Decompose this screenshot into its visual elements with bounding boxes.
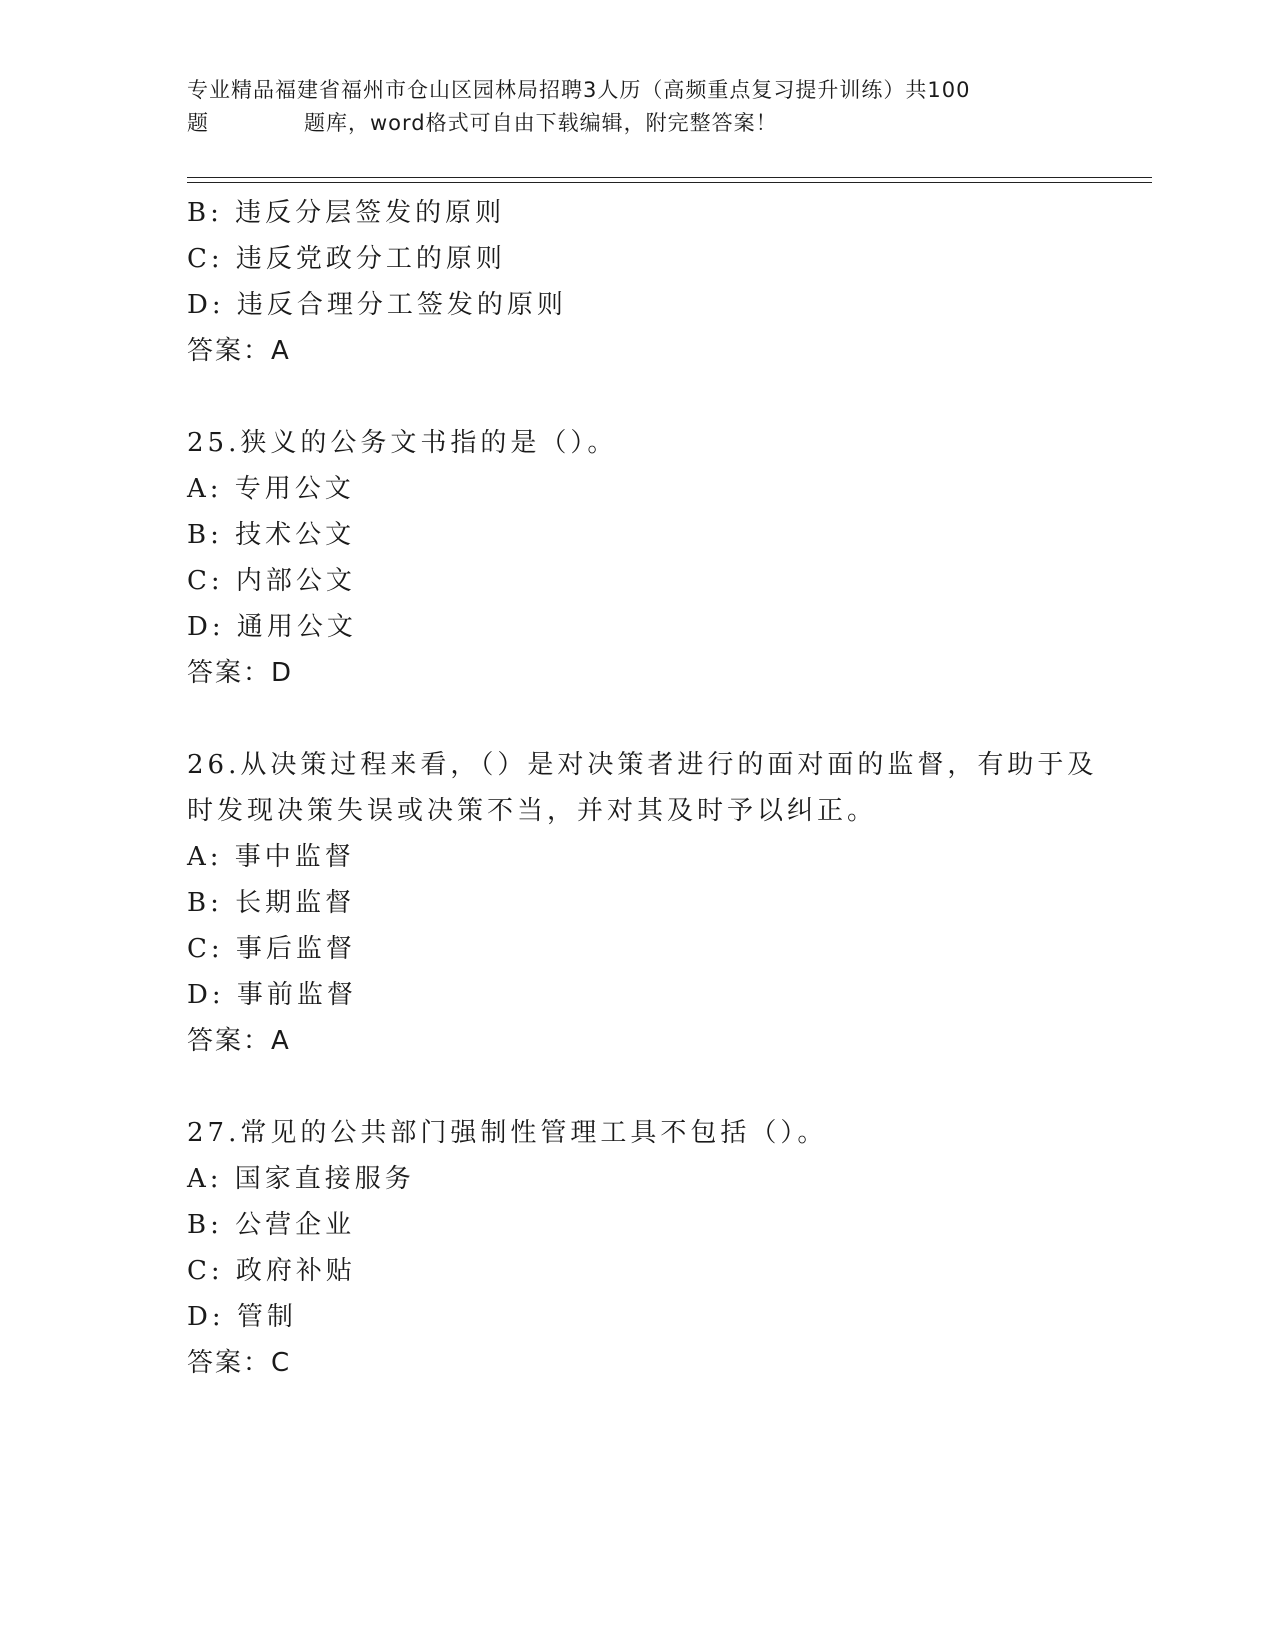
option-a: A: 国家直接服务 bbox=[187, 1164, 415, 1194]
question-spacer bbox=[187, 696, 1107, 742]
header-title-line2 bbox=[187, 107, 1087, 140]
question-block-25 bbox=[187, 420, 1107, 696]
option-b: B: 公营企业 bbox=[187, 1210, 356, 1240]
question-block-27 bbox=[187, 1110, 1107, 1386]
header-divider-bottom bbox=[187, 182, 1152, 183]
option-d: D: 违反合理分工签发的原则 bbox=[187, 290, 567, 320]
header-divider-top bbox=[187, 177, 1152, 178]
option-c: C: 违反党政分工的原则 bbox=[187, 244, 506, 274]
option-b: B: 长期监督 bbox=[187, 888, 356, 918]
document-body bbox=[187, 190, 1107, 1386]
option-b: B: 技术公文 bbox=[187, 520, 356, 550]
answer-label: 答案：A bbox=[187, 1026, 291, 1056]
answer-label: 答案：A bbox=[187, 336, 291, 366]
answer-label: 答案：D bbox=[187, 658, 294, 688]
answer-label: 答案：C bbox=[187, 1348, 292, 1378]
option-d: D: 事前监督 bbox=[187, 980, 357, 1010]
option-a: A: 专用公文 bbox=[187, 474, 355, 504]
option-a: A: 事中监督 bbox=[187, 842, 355, 872]
question-block-26 bbox=[187, 742, 1107, 1064]
question-spacer bbox=[187, 1064, 1107, 1110]
option-c: C: 事后监督 bbox=[187, 934, 356, 964]
header-gap bbox=[209, 107, 304, 140]
question-text: 25.狭义的公务文书指的是（）。 bbox=[187, 428, 618, 458]
header-title-line1: 专业精品福建省福州市仓山区园林局招聘3人历（高频重点复习提升训练）共100 bbox=[187, 78, 971, 102]
question-spacer bbox=[187, 374, 1107, 420]
option-c: C: 内部公文 bbox=[187, 566, 356, 596]
question-text-line2: 时发现决策失误或决策不当，并对其及时予以纠正。 bbox=[187, 796, 878, 826]
question-text-line1: 26.从决策过程来看，（）是对决策者进行的面对面的监督，有助于及 bbox=[187, 750, 1098, 780]
header-title-fragment: 题 bbox=[187, 111, 209, 135]
option-d: D: 管制 bbox=[187, 1302, 297, 1332]
document-header bbox=[187, 74, 1087, 140]
question-text: 27.常见的公共部门强制性管理工具不包括（）。 bbox=[187, 1118, 828, 1148]
option-b: B: 违反分层签发的原则 bbox=[187, 198, 506, 228]
question-block-24 bbox=[187, 190, 1107, 374]
option-c: C: 政府补贴 bbox=[187, 1256, 356, 1286]
option-d: D: 通用公文 bbox=[187, 612, 357, 642]
header-subtitle: 题库，word格式可自由下载编辑，附完整答案！ bbox=[304, 111, 778, 135]
